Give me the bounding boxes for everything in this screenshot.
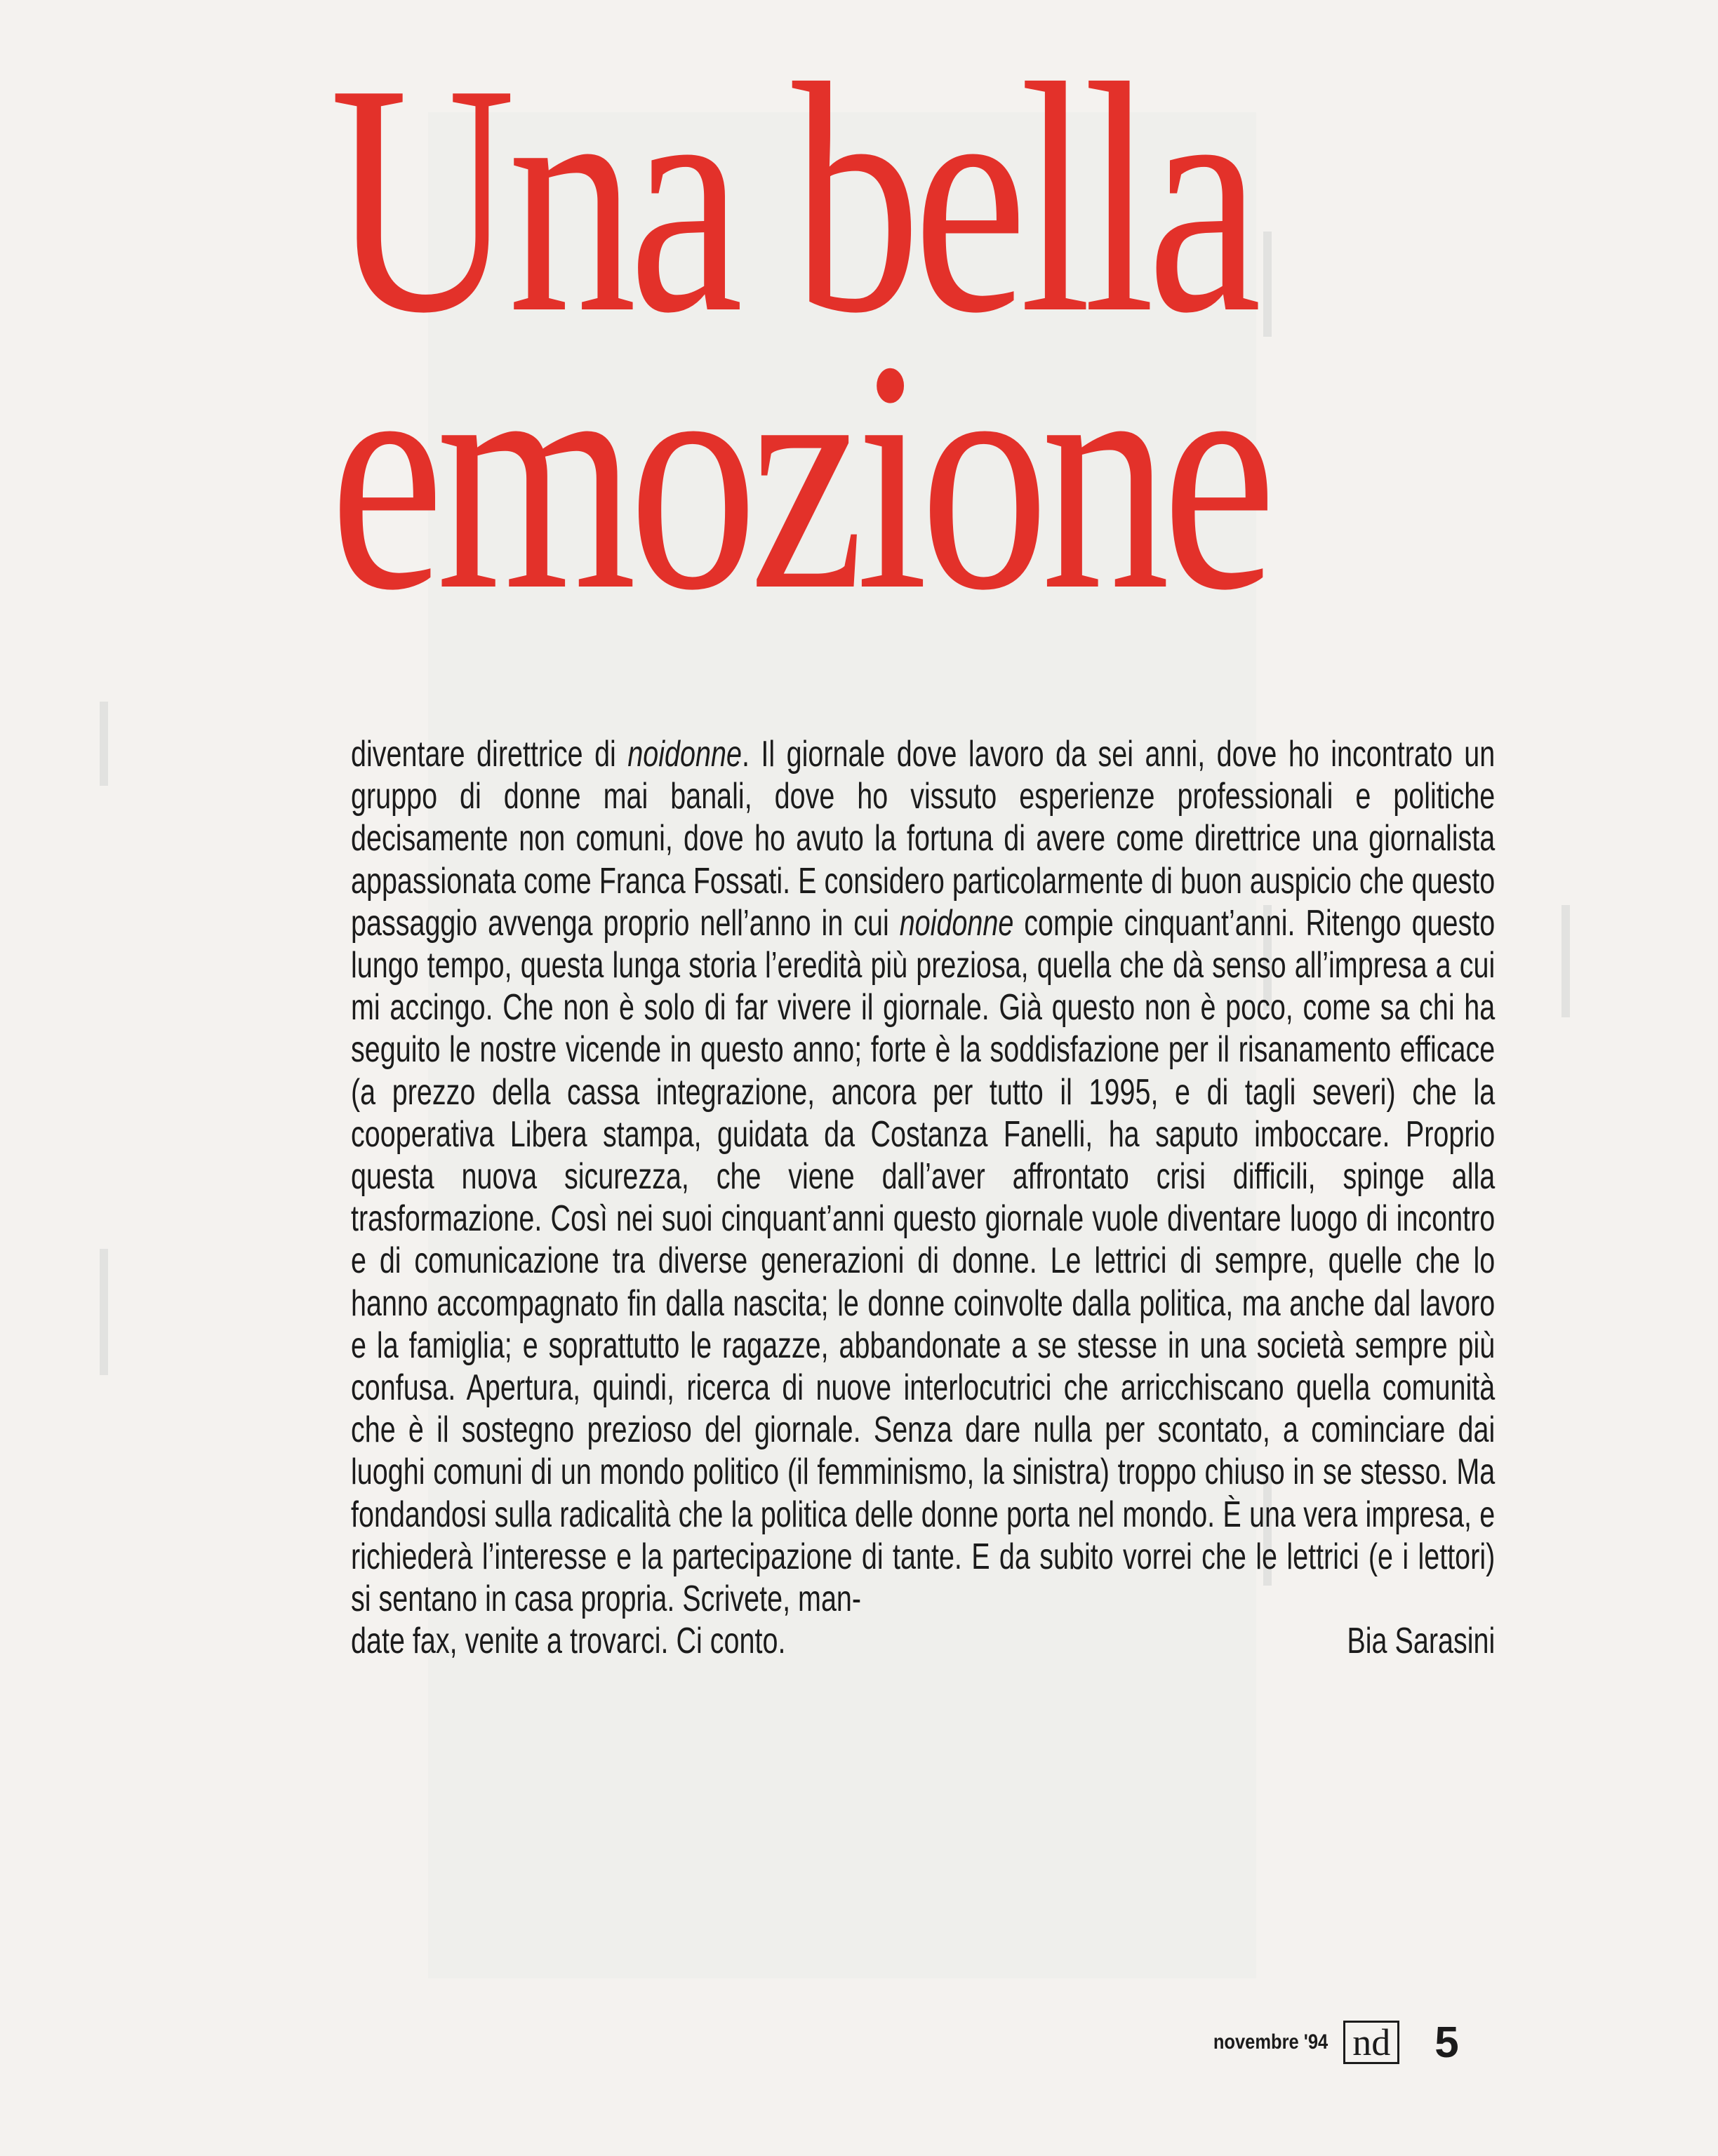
text-segment: diventare direttrice di xyxy=(351,734,628,775)
closing-text: date fax, venite a trovarci. Ci conto. xyxy=(351,1621,786,1662)
magazine-logo: nd xyxy=(1343,2021,1399,2064)
text-segment: compie cinquant’anni. Ritengo questo lungo tempo, questa lunga storia l’eredità più preziosa, quella che dà senso all’impresa a cui mi accingo. Che non è solo di far vivere il giornale. Già questo non è poco, come sa chi ha seguito le nostre vicende in questo anno; forte è la soddisfazione per il risanamento efficace (a prezzo della cassa integrazione, ancora per tutto il 1995, e di tagli severi) che la cooperativa Libera stampa, guidata da Costanza Fanelli, ha saputo imboccare. Proprio questa nuova sicurezza, che viene dall’aver affrontato crisi difficili, spinge alla trasformazione. Così nei suoi cinquant’anni questo giornale vuole diventare luogo di incontro e di comunicazione tra diverse generazioni di donne. Le lettrici di sempre, quelle che lo hanno accompagnato fin dalla nascita; le donne coinvolte dalla politica, ma anche dal lavoro e la famiglia; e soprattutto le ragazze, abbandonate a se stesse in una società sempre più confusa. Apertura, quindi, ricerca di nuove interlocutrici che arricchiscano quella comunità che è il sostegno prezioso del giornale. Senza dare nulla per scontato, a cominciare dai luoghi comuni di un mondo politico (il femminismo, la sinistra) troppo chiuso in se stesso. Ma fondandosi sulla radicalità che la politica delle donne porta nel mondo. È una vera impresa, e richiederà l’interesse e la partecipazione di tante. E da subito vorrei che le lettrici (e i lettori) si sentano in casa propria. Scrivete, man- xyxy=(351,902,1496,1620)
page-number: 5 xyxy=(1434,2018,1459,2067)
page-footer xyxy=(1193,2018,1459,2067)
ghost-bar xyxy=(1561,905,1570,1017)
ghost-bar xyxy=(100,702,108,786)
article-paragraph xyxy=(351,733,1495,1620)
headline-line-2: emozione xyxy=(330,293,1269,659)
article-column xyxy=(351,733,1495,1662)
ghost-bar xyxy=(100,1249,108,1375)
magazine-name: noidonne xyxy=(627,734,742,775)
article-body xyxy=(351,733,1495,1662)
magazine-name: noidonne xyxy=(899,902,1014,944)
headline-line-1: Una bella xyxy=(330,15,1254,381)
author-signature: Bia Sarasini xyxy=(1347,1621,1496,1662)
issue-date: novembre '94 xyxy=(1213,2030,1329,2054)
article-headline xyxy=(330,15,1523,659)
closing-line xyxy=(351,1620,1495,1662)
text-segment: . Il giornale dove lavoro da sei anni, dove ho incontrato un gruppo di donne mai banali, dove ho vissuto esperienze professionali e politiche decisamente non comuni, dove ho avuto la fortuna di avere come direttrice una giornalista appassionata come Franca Fossati. E considero particolarmente di buon auspicio che questo passaggio avvenga proprio nell’anno in cui xyxy=(351,734,1496,944)
